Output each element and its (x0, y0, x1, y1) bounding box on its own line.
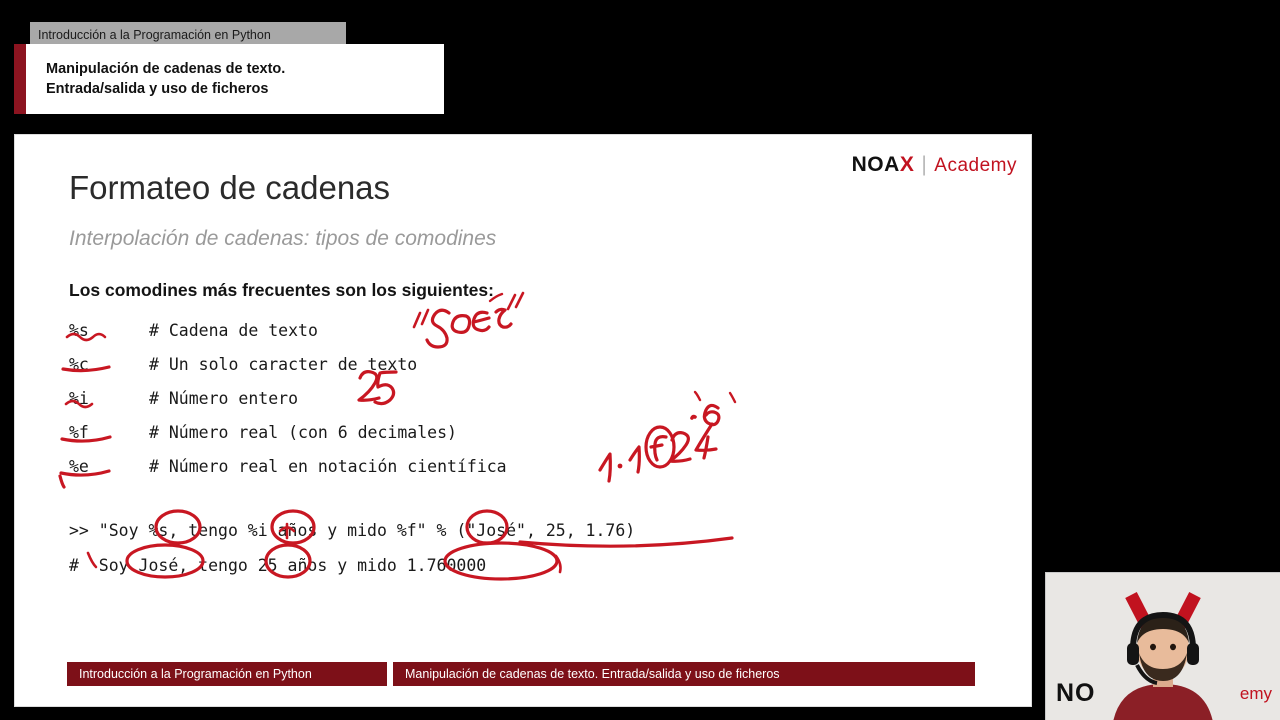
logo-x: X (899, 153, 915, 176)
specifier-comment: # Número real (con 6 decimales) (149, 422, 457, 442)
list-item (69, 415, 507, 449)
slide-footer (67, 662, 975, 686)
pip-logo-text-2: emy (1239, 684, 1272, 703)
logo-separator: | (921, 153, 928, 176)
specifier-token: %f (69, 422, 89, 442)
list-item (69, 347, 507, 381)
webcam-pip[interactable] (1045, 572, 1280, 720)
lesson-title-line-1: Manipulación de cadenas de texto. (46, 61, 286, 77)
logo-academy: Academy (934, 155, 1017, 176)
code-example (69, 513, 635, 583)
specifier-token: %c (69, 354, 89, 374)
list-item (69, 313, 507, 347)
specifier-comment: # Número real en notación científica (149, 456, 507, 476)
lesson-title-line-2: Entrada/salida y uso de ficheros (46, 81, 269, 97)
presenter-avatar (1103, 587, 1223, 720)
slide-subtitle: Interpolación de cadenas: tipos de comodines (69, 227, 497, 250)
specifier-comment: # Un solo caracter de texto (149, 354, 418, 374)
lesson-title-card (14, 44, 444, 114)
specifier-token: %e (69, 456, 89, 476)
lesson-title-text (26, 59, 285, 99)
slide-lead-text: Los comodines más frecuentes son los siguientes: (69, 280, 494, 300)
logo-noa: NOA (851, 153, 900, 176)
specifier-comment: # Número entero (149, 388, 299, 408)
footer-course-chip: Introducción a la Programación en Python (67, 662, 387, 686)
slide-title: Formateo de cadenas (69, 169, 391, 206)
specifier-comment: # Cadena de texto (149, 320, 318, 340)
course-tab-label: Introducción a la Programación en Python (38, 28, 271, 42)
slide (14, 134, 1032, 707)
footer-lesson-chip: Manipulación de cadenas de texto. Entrada/salida y uso de ficheros (393, 662, 975, 686)
specifier-list (69, 313, 507, 483)
title-accent-bar (14, 44, 26, 114)
list-item (69, 381, 507, 415)
noax-academy-logo (852, 153, 1017, 177)
specifier-token: %s (69, 320, 89, 340)
code-example-line-2: # Soy José, tengo 25 años y mido 1.760000 (69, 556, 487, 575)
list-item (69, 449, 507, 483)
specifier-token: %i (69, 388, 89, 408)
pip-logo-text: NO (1056, 679, 1096, 707)
code-example-line-1: >> "Soy %s, tengo %i años y mido %f" % ("José", 25, 1.76) (69, 521, 636, 540)
